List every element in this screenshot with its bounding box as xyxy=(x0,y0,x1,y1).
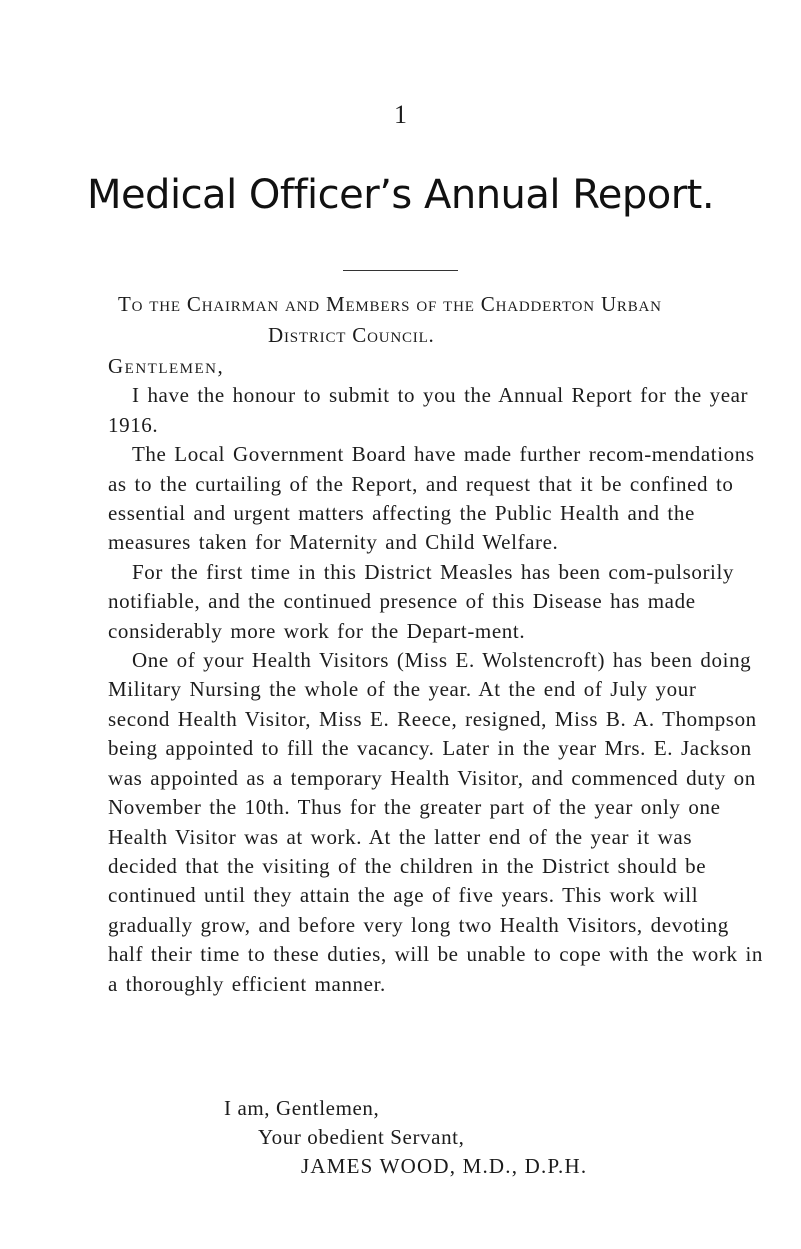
address-line-2: District Council. xyxy=(268,323,435,347)
closing-line-1: I am, Gentlemen, xyxy=(224,1096,380,1120)
salutation: Gentlemen, xyxy=(108,354,225,378)
paragraph-health-visitors: One of your Health Visitors (Miss E. Wolstencroft) has been doing Military Nursing the whole of the year. At the end of July your second Health Visitor, Miss E. Reece, resigned, Miss B. A. Thompson being appointed to fill the vacancy. Later in the year Mrs. E. Jackson was appointed as a temporary Health Visitor, and commenced duty on November the 10th. Thus for the greater part of the year only one Health Visitor was at work. At the latter end of the year it was decided that the visiting of the children in the District should be continued until they attain the age of five years. This work will gradually grow, and before very long two Health Visitors, devoting half their time to these duties, will be unable to cope with the work in a thoroughly efficient manner. xyxy=(108,648,763,996)
page-number: 1 xyxy=(394,100,407,129)
title-divider xyxy=(343,270,458,271)
paragraph-measles: For the first time in this District Measles has been com-pulsorily notifiable, and the continued presence of this Disease has made considerably more work for the Depart-ment. xyxy=(108,559,735,643)
address-line-1: To the Chairman and Members of the Chadderton Urban xyxy=(118,292,662,316)
signature: JAMES WOOD, M.D., D.P.H. xyxy=(301,1154,588,1178)
letter-body xyxy=(108,352,764,999)
closing-line-2: Your obedient Servant, xyxy=(258,1125,465,1149)
report-title: Medical Officer’s Annual Report. xyxy=(86,172,715,218)
address-block xyxy=(118,289,758,351)
paragraph-lgb-recommendations: The Local Government Board have made further recom-mendations as to the curtailing of the Report, and request that it be confined to essential and urgent matters affecting the Public Health and the measures taken for Maternity and Child Welfare. xyxy=(108,442,755,555)
paragraph-report-submission: I have the honour to submit to you the Annual Report for the year 1916. xyxy=(108,383,749,437)
